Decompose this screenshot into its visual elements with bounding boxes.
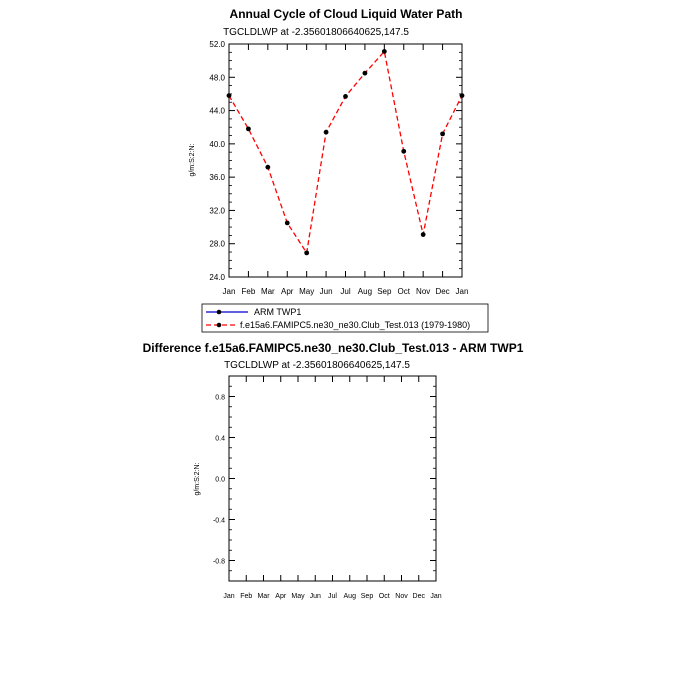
x-tick-label: Nov — [416, 287, 431, 296]
y-tick-label: 32.0 — [209, 206, 225, 216]
y-tick-label: 0.8 — [215, 394, 225, 402]
data-point — [401, 149, 406, 154]
chart-title: Difference f.e15a6.FAMIPC5.ne30_ne30.Club_Test.013 - ARM TWP1 — [142, 341, 524, 355]
data-point — [363, 71, 368, 76]
legend-marker-model — [217, 323, 222, 328]
y-tick-label: 48.0 — [209, 73, 225, 83]
y-tick-label: 40.0 — [209, 139, 225, 149]
difference-panel — [143, 341, 524, 600]
x-tick-label: Dec — [412, 593, 425, 600]
x-tick-label: Sep — [360, 593, 374, 600]
data-point — [285, 221, 290, 226]
x-tick-label: Mar — [257, 593, 270, 600]
y-tick-label: 36.0 — [209, 173, 225, 183]
y-tick-label: -0.4 — [212, 517, 225, 525]
x-tick-label: Mar — [260, 287, 275, 296]
y-tick-label: 0.0 — [215, 476, 225, 484]
legend-marker-arm — [217, 310, 222, 315]
chart-title: Annual Cycle of Cloud Liquid Water Path — [229, 7, 463, 21]
x-tick-label: Jun — [309, 593, 321, 600]
data-point — [440, 131, 445, 136]
x-tick-label: Oct — [378, 593, 390, 600]
data-point — [460, 93, 465, 98]
x-tick-label: Aug — [343, 593, 356, 600]
y-tick-label: 24.0 — [209, 273, 225, 282]
axis-ticks — [209, 40, 468, 296]
x-tick-label: Jan — [455, 287, 469, 296]
data-point — [265, 165, 270, 170]
y-axis-label: g/m:S:2:N: — [194, 462, 201, 496]
legend — [202, 304, 488, 332]
x-tick-label: Jun — [319, 287, 333, 296]
x-tick-label: May — [299, 287, 315, 296]
axis-ticks — [213, 376, 442, 600]
x-tick-label: Jan — [222, 287, 236, 296]
data-point — [246, 126, 251, 131]
data-point — [227, 93, 232, 98]
y-tick-label: -0.8 — [212, 558, 225, 566]
data-point — [382, 49, 387, 54]
series-line-1 — [229, 51, 462, 252]
series-points — [227, 49, 465, 255]
data-point — [304, 250, 309, 255]
y-tick-label: 44.0 — [209, 106, 225, 116]
x-tick-label: May — [291, 593, 305, 600]
series-lines — [229, 51, 462, 252]
x-tick-label: Aug — [357, 287, 373, 296]
y-tick-label: 52.0 — [209, 40, 225, 49]
x-tick-label: Jul — [340, 287, 351, 296]
annual-cycle-panel — [189, 7, 468, 296]
chart-subtitle: TGCLDLWP at -2.35601806640625,147.5 — [223, 27, 409, 38]
x-tick-label: Jan — [430, 593, 442, 600]
legend-label-arm: ARM TWP1 — [254, 307, 302, 317]
x-tick-label: Jul — [328, 593, 337, 600]
chart-subtitle: TGCLDLWP at -2.35601806640625,147.5 — [224, 360, 410, 371]
y-tick-label: 28.0 — [209, 239, 225, 249]
legend-label-model: f.e15a6.FAMIPC5.ne30_ne30.Club_Test.013 (1979-1980) — [240, 320, 471, 330]
x-tick-label: Dec — [435, 287, 450, 296]
y-tick-label: 0.4 — [215, 435, 225, 443]
x-tick-label: Feb — [241, 287, 256, 296]
data-point — [324, 130, 329, 135]
x-tick-label: Oct — [397, 287, 410, 296]
x-tick-label: Nov — [395, 593, 408, 600]
x-tick-label: Apr — [275, 593, 287, 600]
y-axis-label: g/m:S:2:N: — [189, 143, 196, 177]
x-tick-label: Apr — [281, 287, 294, 296]
x-tick-label: Sep — [377, 287, 392, 296]
plot-frame — [229, 376, 436, 581]
data-point — [421, 232, 426, 237]
x-tick-label: Feb — [240, 593, 253, 600]
x-tick-label: Jan — [223, 593, 235, 600]
data-point — [343, 94, 348, 99]
